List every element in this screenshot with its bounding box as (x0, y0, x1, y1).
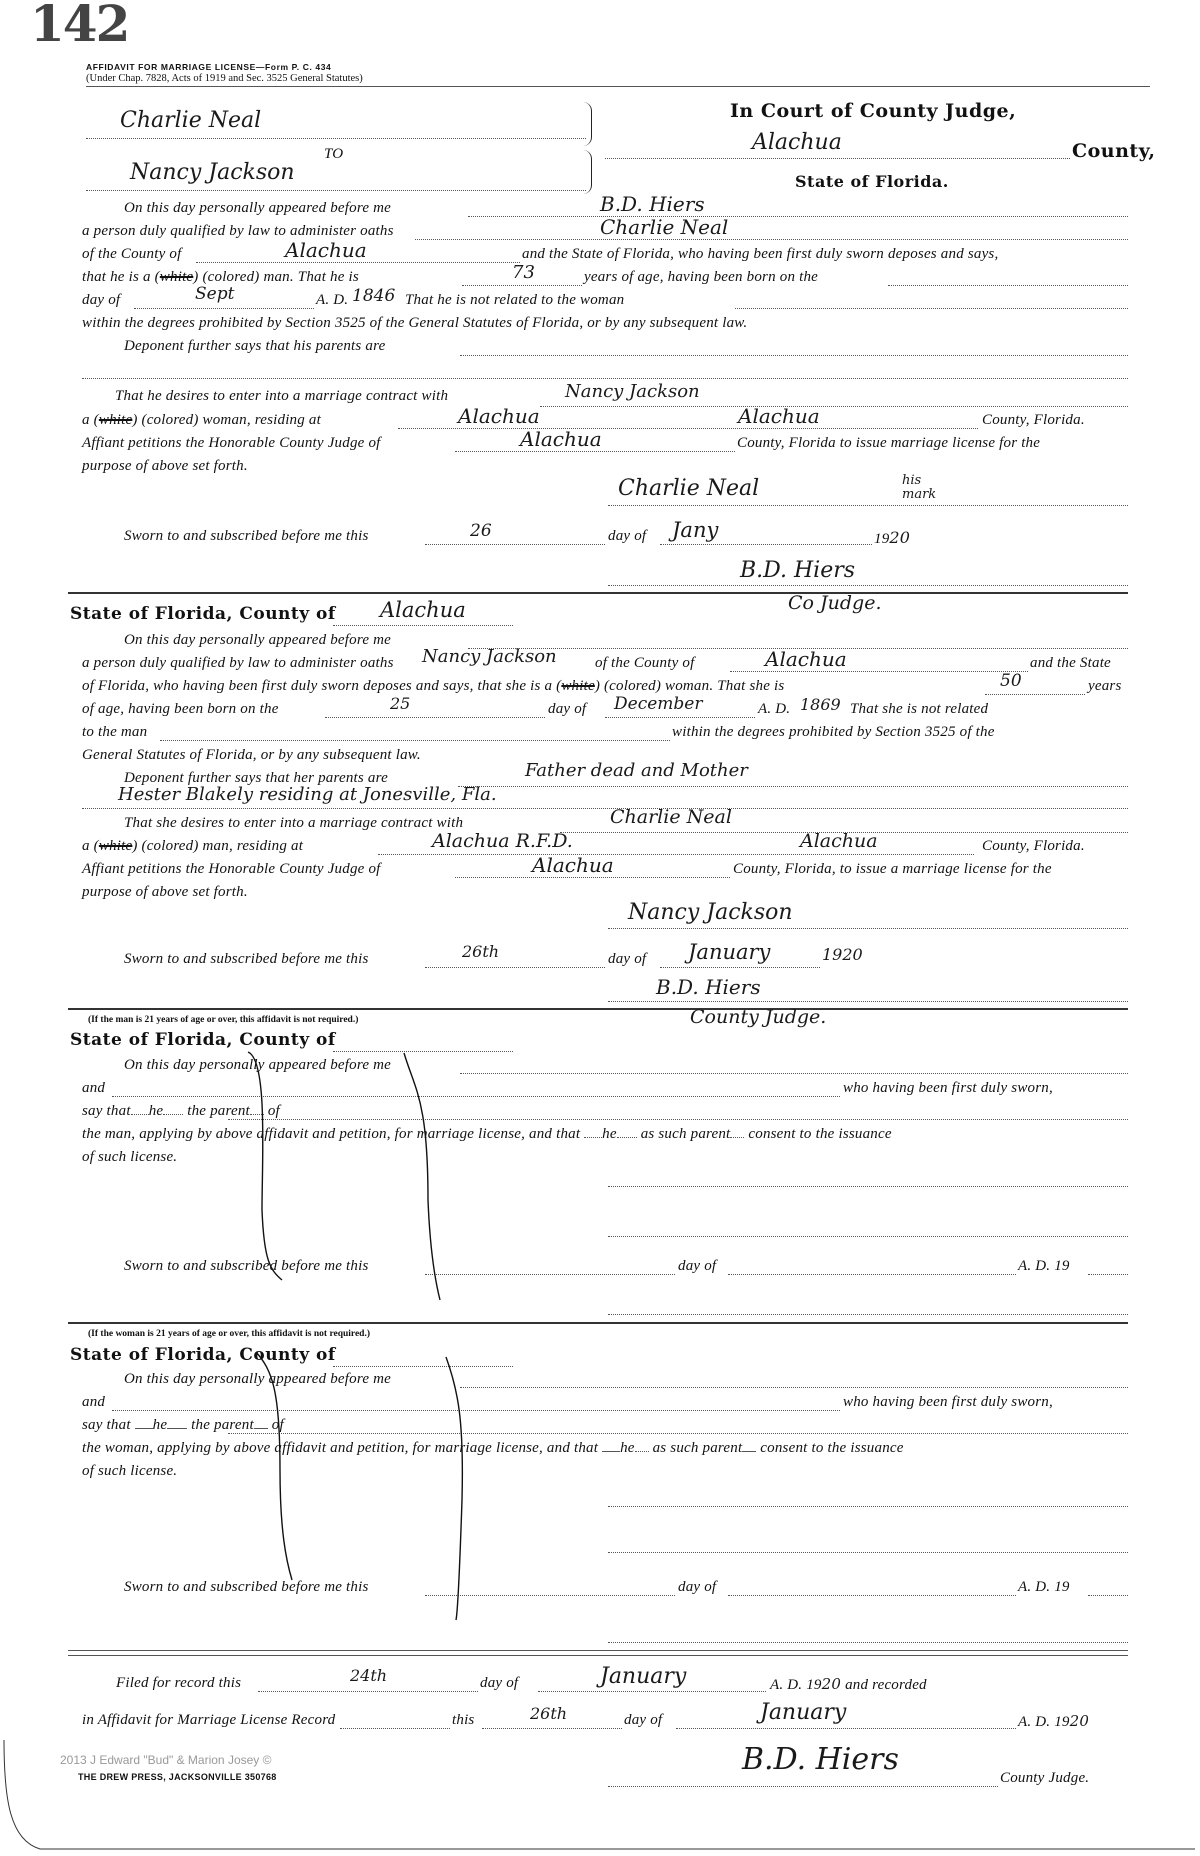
parents-line-1: Father dead and Mother (525, 760, 748, 781)
text: he (602, 1126, 617, 1142)
sworn-month: January (688, 940, 771, 964)
text: and recorded (845, 1677, 927, 1693)
text: within the degrees prohibited by Section 3525 of the (672, 724, 995, 740)
county-label: County, (1072, 140, 1156, 162)
judge-signature: B.D. Hiers (656, 975, 761, 999)
sworn-day: 26 (470, 521, 492, 541)
text: and the State of Florida, who having been first duly sworn deposes and says, (522, 246, 999, 262)
year-suffix: 20 (889, 528, 911, 547)
filed-day: 24th (350, 1666, 388, 1685)
officer-name: B.D. Hiers (600, 192, 705, 216)
struck-word: white (159, 269, 194, 285)
text: That she desires to enter into a marriage contract with (124, 815, 464, 831)
text: a person duly qualified by law to administer oaths (82, 223, 394, 239)
printer-imprint: THE DREW PRESS, JACKSONVILLE 350768 (78, 1772, 277, 1782)
form-subtitle: (Under Chap. 7828, Acts of 1919 and Sec. 3525 General Statutes) (86, 73, 363, 84)
text: a person duly qualified by law to administer oaths (82, 655, 394, 671)
text: to the man (82, 724, 148, 740)
text: and the State (1030, 655, 1111, 671)
county-value: Alachua (765, 647, 847, 671)
text: County, Florida. (982, 412, 1085, 428)
text: the man, applying by above affidavit and petition, for marriage license, and that (82, 1126, 581, 1142)
judge-title: Co Judge. (788, 592, 882, 614)
text: Sworn to and subscribed before me this (124, 1579, 369, 1595)
text: A. D. 19 (770, 1677, 822, 1693)
text: consent to the issuance (748, 1126, 892, 1142)
caption-party2: Nancy Jackson (130, 160, 295, 185)
text: purpose of above set forth. (82, 458, 248, 474)
text: of (267, 1103, 280, 1119)
text: County Judge. (1000, 1770, 1090, 1786)
judge-signature: B.D. Hiers (740, 558, 856, 583)
text: Sworn to and subscribed before me this (124, 1258, 369, 1274)
county-value: Alachua (380, 598, 466, 622)
sworn-month: Jany (672, 518, 719, 542)
section-note: (If the man is 21 years of age or over, this affidavit is not required.) (88, 1015, 359, 1025)
text: say that (82, 1417, 131, 1433)
text: of such license. (82, 1149, 178, 1165)
text: in Affidavit for Marriage License Record (82, 1712, 336, 1728)
text: day of (624, 1712, 663, 1728)
text: A. D. (758, 701, 791, 717)
text: Deponent further says that his parents are (124, 338, 386, 354)
section-heading: State of Florida, County of (70, 1030, 336, 1050)
filed-month: January (600, 1664, 687, 1689)
text: the parent (191, 1417, 254, 1433)
groom-signature: Charlie Neal (618, 476, 760, 501)
text: and (82, 1394, 106, 1410)
text: That he is not related to the woman (405, 292, 625, 308)
copyright-notice: 2013 J Edward "Bud" & Marion Josey © (60, 1753, 272, 1767)
text: A. D. 19 (1018, 1579, 1070, 1595)
text: Sworn to and subscribed before me this (124, 951, 369, 967)
form-title: AFFIDAVIT FOR MARRIAGE LICENSE—Form P. C. 434 (86, 62, 332, 72)
age-value: 50 (1000, 671, 1022, 691)
caption-to: TO (324, 146, 344, 162)
text: On this day personally appeared before me (124, 1371, 392, 1387)
text: say that (82, 1103, 131, 1119)
state-heading: State of Florida. (795, 172, 949, 191)
recorded-day: 26th (530, 1704, 568, 1723)
struck-word: white (561, 678, 595, 694)
text: purpose of above set forth. (82, 884, 248, 900)
text: General Statutes of Florida, or by any subsequent law. (82, 747, 421, 763)
text: as such parent (652, 1440, 743, 1456)
text: day of (608, 528, 647, 544)
text: he (152, 1417, 168, 1433)
residence-county: Alachua (738, 404, 820, 428)
age-value: 73 (512, 262, 535, 283)
birth-month: Sept (195, 284, 235, 304)
text: A. D. 19 (1018, 1714, 1070, 1730)
page-number: 142 (30, 0, 129, 53)
text: a ( (82, 412, 99, 428)
text: day of (480, 1675, 519, 1691)
birth-month: December (614, 694, 703, 714)
struck-word: white (98, 412, 133, 428)
text: the parent (187, 1103, 250, 1119)
text: day of (608, 951, 647, 967)
section-note: (If the woman is 21 years of age or over, this affidavit is not required.) (88, 1329, 370, 1339)
text: within the degrees prohibited by Section 3525 of the General Statutes of Florida, or by any subsequent law. (82, 315, 748, 331)
text: who having been first duly sworn, (843, 1080, 1053, 1096)
caption-county-value: Alachua (752, 130, 842, 155)
bride-signature: Nancy Jackson (628, 900, 793, 925)
text: years (1088, 678, 1122, 694)
text: day of (82, 292, 121, 308)
text: the woman, applying by above affidavit and petition, for marriage license, and that (82, 1440, 599, 1456)
birth-year: 1869 (800, 695, 841, 714)
text: Filed for record this (116, 1675, 242, 1691)
birth-year: 1846 (352, 286, 396, 306)
sworn-day: 26th (462, 942, 500, 961)
page-edge (4, 1740, 1195, 1849)
text: and (82, 1080, 106, 1096)
recorded-year: 20 (1069, 1712, 1090, 1730)
parents-line-2: Hester Blakely residing at Jonesville, Fla. (118, 784, 497, 805)
judge-county: Alachua (520, 427, 602, 451)
text: On this day personally appeared before me (124, 632, 392, 648)
birth-day: 25 (390, 694, 411, 713)
text: County, Florida to issue marriage license for the (737, 435, 1041, 451)
text: Affiant petitions the Honorable County Judge of (82, 435, 381, 451)
residence: Alachua (458, 404, 540, 428)
section-heading: State of Florida, County of (70, 604, 336, 624)
text: A. D. 19 (1018, 1258, 1070, 1274)
text: of the County of (82, 246, 182, 262)
sworn-year: 1920 (822, 945, 863, 964)
text: of Florida, who having been first duly sworn deposes and says, that she is a ( (82, 678, 562, 694)
text: ) (colored) man, residing at (132, 838, 304, 854)
text: of the County of (595, 655, 695, 671)
text: as such parent (640, 1126, 731, 1142)
judge-signature: B.D. Hiers (742, 1742, 899, 1777)
text: he (148, 1103, 164, 1119)
text: ) (colored) woman, residing at (132, 412, 321, 428)
bride-name: Nancy Jackson (565, 381, 700, 402)
filed-year: 20 (821, 1675, 842, 1693)
judge-county: Alachua (532, 853, 614, 877)
text: he (620, 1440, 635, 1456)
text: A. D. (316, 292, 349, 308)
text: of age, having been born on the (82, 701, 279, 717)
text: day of (678, 1579, 717, 1595)
text: day of (548, 701, 587, 717)
text: that he is a ( (82, 269, 160, 285)
residence-county: Alachua (800, 830, 878, 852)
text: of such license. (82, 1463, 178, 1479)
recorded-month: January (760, 1700, 847, 1725)
court-heading: In Court of County Judge, (730, 100, 1017, 122)
text: Deponent further says that her parents are (124, 770, 388, 786)
text: a ( (82, 838, 99, 854)
text: On this day personally appeared before me (124, 200, 392, 216)
text: who having been first duly sworn, (843, 1394, 1053, 1410)
text: this (452, 1712, 475, 1728)
mark-note: his mark (902, 473, 937, 502)
text: ) (colored) woman. That she is (594, 678, 785, 694)
section-heading: State of Florida, County of (70, 1345, 336, 1365)
groom-name: Charlie Neal (610, 806, 732, 828)
text: County, Florida, to issue a marriage license for the (733, 861, 1052, 877)
residence: Alachua R.F.D. (432, 830, 573, 852)
judge-title: County Judge. (690, 1006, 827, 1028)
affiant-name: Charlie Neal (600, 215, 729, 239)
text: years of age, having been born on the (584, 269, 819, 285)
text: County, Florida. (982, 838, 1085, 854)
bride-name: Nancy Jackson (422, 646, 557, 667)
text: That he desires to enter into a marriage contract with (115, 388, 449, 404)
text: 19 (874, 531, 890, 547)
text: Sworn to and subscribed before me this (124, 528, 369, 544)
struck-word: white (98, 838, 133, 854)
text: Affiant petitions the Honorable County Judge of (82, 861, 381, 877)
text: consent to the issuance (760, 1440, 904, 1456)
text: On this day personally appeared before me (124, 1057, 392, 1073)
text: That she is not related (850, 701, 989, 717)
county-value: Alachua (285, 238, 367, 262)
text: of (271, 1417, 284, 1433)
caption-party1: Charlie Neal (120, 108, 262, 133)
text: ) (colored) man. That he is (193, 269, 359, 285)
text: day of (678, 1258, 717, 1274)
